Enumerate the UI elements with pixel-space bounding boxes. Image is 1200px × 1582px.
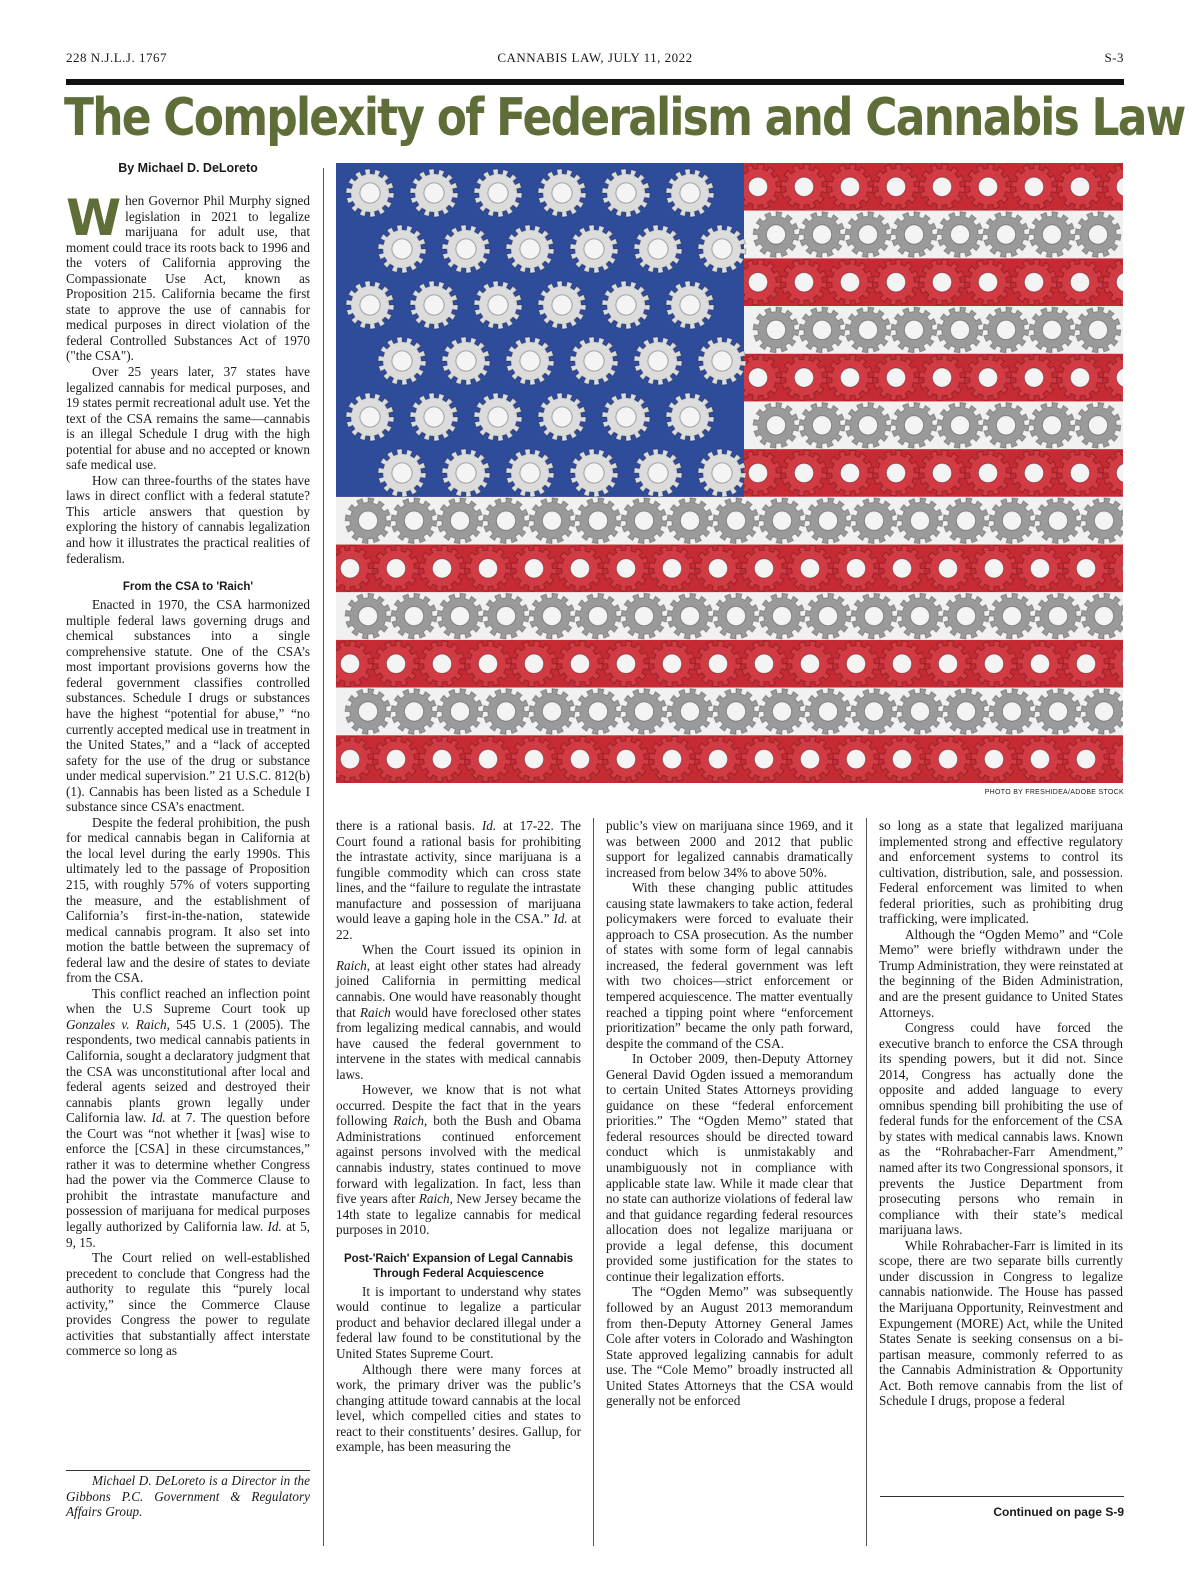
gear-icon bbox=[827, 259, 873, 305]
gear-icon bbox=[919, 450, 965, 496]
gear-icon bbox=[1011, 164, 1057, 210]
gear-icon bbox=[1057, 259, 1103, 305]
gear-icon bbox=[557, 736, 603, 782]
gear-icon bbox=[827, 450, 873, 496]
gear-icon bbox=[529, 689, 575, 735]
gear-icon bbox=[1075, 402, 1121, 448]
gear-icon bbox=[1035, 593, 1081, 639]
page-number: S-3 bbox=[1104, 50, 1124, 65]
gear-icon bbox=[897, 498, 943, 544]
paragraph: public’s view on marijuana since 1969, and it was between 2000 and 2012 that public support for legalized cannabis dramatically increased from below 34% to above 50%. bbox=[606, 818, 853, 880]
article-column-3 bbox=[606, 818, 853, 1409]
gear-icon bbox=[575, 689, 621, 735]
gear-icon bbox=[373, 641, 419, 687]
gear-icon bbox=[621, 593, 667, 639]
gear-icon bbox=[1057, 450, 1103, 496]
gear-icon bbox=[919, 164, 965, 210]
gear-icon bbox=[1057, 355, 1103, 401]
gear-icon bbox=[345, 593, 391, 639]
gear-icon bbox=[741, 641, 787, 687]
gear-icon bbox=[943, 593, 989, 639]
gear-icon bbox=[989, 498, 1035, 544]
gear-icon bbox=[937, 212, 983, 258]
continued-link[interactable]: Continued on page S-9 bbox=[880, 1496, 1124, 1519]
gear-icon bbox=[891, 212, 937, 258]
gear-icon bbox=[845, 212, 891, 258]
gear-icon bbox=[799, 307, 845, 353]
paragraph: there is a rational basis. Id. at 17-22. The Court found a rational basis for prohibiting the intrastate activity, since marijuana is a fungible commodity which can cross state lines, and the “failure to regulate the intrastate manufacture and possession of marijuana would leave a gaping hole in the CSA.” Id. at 22. bbox=[336, 818, 581, 942]
gear-icon bbox=[759, 593, 805, 639]
gear-icon bbox=[965, 355, 1011, 401]
gear-icon bbox=[891, 307, 937, 353]
gear-icon bbox=[891, 402, 937, 448]
paragraph: The Court relied on well-established precedent to conclude that Congress had the authority to regulate this “purely local activity,” since the Commerce Clause provides Congress the power to regulate activities that substantially affect interstate commerce so long as bbox=[66, 1250, 310, 1359]
gear-icon bbox=[465, 546, 511, 592]
section-date: CANNABIS LAW, JULY 11, 2022 bbox=[497, 50, 693, 65]
gear-icon bbox=[511, 546, 557, 592]
gear-icon bbox=[1063, 641, 1109, 687]
gear-icon bbox=[1075, 307, 1121, 353]
gear-icon bbox=[1035, 689, 1081, 735]
gear-flag-image bbox=[336, 163, 1123, 783]
paragraph: Over 25 years later, 37 states have legalized cannabis for medical purposes, and 19 states permit recreational adult use. Yet the text of the CSA remains the same—cannabis is an illegal Schedule I drug with the high potential for abuse and no accepted or known safe medical use. bbox=[66, 364, 310, 473]
gear-icon bbox=[695, 736, 741, 782]
gear-icon bbox=[345, 498, 391, 544]
gear-icon bbox=[965, 164, 1011, 210]
gear-icon bbox=[965, 259, 1011, 305]
paragraph: When the Court issued its opinion in Raich, at least eight other states had already joined California in permitting medical cannabis. One would have reasonably thought that Raich would have foreclosed other states from legalizing medical cannabis, and would have caused the federal government to intervene in the states with medical cannabis laws. bbox=[336, 942, 581, 1082]
gear-icon bbox=[465, 736, 511, 782]
flag-illustration bbox=[336, 163, 1123, 783]
article-headline: The Complexity of Federalism and Cannabis Law bbox=[64, 88, 1185, 149]
gear-icon bbox=[603, 546, 649, 592]
gear-icon bbox=[845, 402, 891, 448]
column-divider bbox=[323, 168, 324, 1546]
gear-icon bbox=[667, 498, 713, 544]
gear-icon bbox=[879, 641, 925, 687]
gear-icon bbox=[373, 736, 419, 782]
gear-icon bbox=[1075, 212, 1121, 258]
gear-icon bbox=[603, 736, 649, 782]
paragraph: How can three-fourths of the states have laws in direct conflict with a federal statute? This article answers that question by exploring the history of cannabis legalization and how it illustrates the practical realities of federalism. bbox=[66, 472, 310, 566]
paragraph: In October 2009, then-Deputy Attorney General David Ogden issued a memorandum to certain United States Attorneys providing guidance on these “federal enforcement priorities.” The “Ogden Memo” stated that federal resources should be directed toward conduct which is unmistakably and unambiguously not in compliance with applicable state law. While it made clear that no state can authorize violations of federal law and that guidance regarding federal resources allocation does not legalize marijuana or provide a legal defense, this document provided some justification for the states to continue their legalization efforts. bbox=[606, 1051, 853, 1284]
column-divider bbox=[593, 818, 594, 1546]
gear-icon bbox=[983, 402, 1029, 448]
gear-icon bbox=[879, 546, 925, 592]
gear-icon bbox=[713, 498, 759, 544]
gear-icon bbox=[753, 307, 799, 353]
photo-credit: PHOTO BY FRESHIDEA/ADOBE STOCK bbox=[984, 789, 1124, 796]
gear-icon bbox=[845, 307, 891, 353]
gear-icon bbox=[1057, 164, 1103, 210]
gear-icon bbox=[511, 641, 557, 687]
paragraph: Although the “Ogden Memo” and “Cole Memo” were briefly withdrawn under the Trump Administration, they were reinstated at the beginning of the Biden Administration, and are the present guidance to United States Attorneys. bbox=[879, 926, 1123, 1020]
gear-icon bbox=[437, 498, 483, 544]
gear-icon bbox=[937, 402, 983, 448]
gear-icon bbox=[827, 355, 873, 401]
gear-icon bbox=[419, 641, 465, 687]
gear-icon bbox=[925, 736, 971, 782]
gear-icon bbox=[621, 689, 667, 735]
author-note: Michael D. DeLoreto is a Director in the Gibbons P.C. Government & Regulatory Affairs Group. bbox=[66, 1470, 310, 1520]
gear-icon bbox=[787, 641, 833, 687]
gear-icon bbox=[873, 164, 919, 210]
gear-icon bbox=[557, 641, 603, 687]
gear-icon bbox=[741, 546, 787, 592]
paragraph: so long as a state that legalized marijuana implemented strong and effective regulatory and enforcement systems to control its cultivation, distribution, sale, and possession. Federal enforcement was limited to when federal priorities, such as prohibiting drug trafficking, were implicated. bbox=[879, 818, 1123, 927]
gear-icon bbox=[419, 736, 465, 782]
gear-icon bbox=[879, 736, 925, 782]
gear-icon bbox=[391, 689, 437, 735]
paragraph: This conflict reached an inflection point when the U.S Supreme Court took up Gonzales v. Raich, 545 U.S. 1 (2005). The respondents, two medical cannabis patients in California, sought a declaratory judgment that the CSA was unconstitutional after local and federal agents seized and destroyed their cannabis plants grown legally under California law. Id. at 7. The question before the Court was “not whether it [was] wise to enforce the [CSA] in these circumstances,” rather it was to determine whether Congress had the power via the Commerce Clause to prohibit the intrastate manufacture and possession of marijuana for medical purposes legally authorized by California law. Id. at 5, 9, 15. bbox=[66, 985, 310, 1250]
gear-icon bbox=[799, 212, 845, 258]
gear-icon bbox=[851, 689, 897, 735]
gear-icon bbox=[603, 641, 649, 687]
gear-icon bbox=[1017, 736, 1063, 782]
gear-icon bbox=[345, 689, 391, 735]
gear-icon bbox=[873, 259, 919, 305]
gear-icon bbox=[943, 689, 989, 735]
gear-icon bbox=[713, 593, 759, 639]
gear-icon bbox=[437, 689, 483, 735]
gear-icon bbox=[529, 498, 575, 544]
gear-icon bbox=[919, 259, 965, 305]
gear-icon bbox=[483, 689, 529, 735]
gear-icon bbox=[1011, 355, 1057, 401]
gear-icon bbox=[805, 498, 851, 544]
subhead: From the CSA to 'Raich' bbox=[122, 581, 254, 594]
gear-icon bbox=[805, 593, 851, 639]
gear-icon bbox=[937, 307, 983, 353]
gear-icon bbox=[465, 641, 511, 687]
gear-icon bbox=[781, 355, 827, 401]
gear-icon bbox=[787, 736, 833, 782]
paragraph: With these changing public attitudes causing state lawmakers to take action, federal policymakers were forced to evaluate their approach to CSA prosecution. As the number of states with some form of legal cannabis increased, the federal government was left with two choices—strict enforcement or tempered acquiescence. The matter eventually reached a tipping point where “enforcement prioritization” became the only path forward, despite the command of the CSA. bbox=[606, 880, 853, 1051]
gear-icon bbox=[971, 546, 1017, 592]
gear-icon bbox=[1063, 736, 1109, 782]
gear-icon bbox=[787, 546, 833, 592]
gear-icon bbox=[989, 593, 1035, 639]
gear-icon bbox=[873, 450, 919, 496]
gear-icon bbox=[1035, 498, 1081, 544]
gear-icon bbox=[391, 593, 437, 639]
gear-icon bbox=[805, 689, 851, 735]
gear-icon bbox=[989, 689, 1035, 735]
gear-icon bbox=[483, 593, 529, 639]
gear-icon bbox=[649, 641, 695, 687]
gear-icon bbox=[575, 593, 621, 639]
gear-icon bbox=[695, 546, 741, 592]
running-head bbox=[66, 50, 1124, 66]
gear-icon bbox=[1011, 450, 1057, 496]
gear-icon bbox=[621, 498, 667, 544]
subhead: Post-'Raich' Expansion of Legal Cannabis Through Federal Acquiescence bbox=[343, 1252, 574, 1280]
paragraph: When Governor Phil Murphy signed legislation in 2021 to legalize marijuana for adult use, that moment could trace its roots back to 1996 and the voters of California approving the Compassionate Use Act, known as Proposition 215. California became the first state to approve the use of cannabis for medical purposes in direct violation of the federal Controlled Substances Act of 1970 ("the CSA"). bbox=[66, 189, 310, 364]
drop-cap: W bbox=[66, 189, 122, 247]
gear-icon bbox=[741, 736, 787, 782]
gear-icon bbox=[873, 355, 919, 401]
gear-icon bbox=[759, 689, 805, 735]
gear-icon bbox=[1017, 546, 1063, 592]
gear-icon bbox=[437, 593, 483, 639]
journal-citation: 228 N.J.L.J. 1767 bbox=[66, 50, 167, 65]
gear-icon bbox=[943, 498, 989, 544]
gear-icon bbox=[667, 593, 713, 639]
gear-icon bbox=[713, 689, 759, 735]
gear-icon bbox=[667, 689, 713, 735]
paragraph: Enacted in 1970, the CSA harmonized multiple federal laws governing drugs and chemical substances into a single comprehensive statute. One of the CSA’s most important provisions governs how the federal government classifies controlled substances. Schedule I drugs or substances have the highest “potential for abuse,” “no currently accepted medical use in treatment in the United States,” and a “lack of accepted safety for the use of the drug or substance under medical supervision.” 21 U.S.C. 812(b)(1). Cannabis has been listed as a Schedule I substance since CSA’s enactment. bbox=[66, 597, 310, 815]
gear-icon bbox=[1017, 641, 1063, 687]
gear-icon bbox=[753, 212, 799, 258]
gear-icon bbox=[827, 164, 873, 210]
gear-icon bbox=[483, 498, 529, 544]
gear-icon bbox=[833, 641, 879, 687]
paragraph: While Rohrabacher-Farr is limited in its scope, there are two separate bills currently under discussion in Congress to legalize cannabis nationwide. The House has passed the Marijuana Opportunity, Reinvestment and Expungement (MORE) Act, while the United States Senate is seeking consensus on a bi-partisan measure, commonly referred to as the Cannabis Administration & Opportunity Act. Both remove cannabis from the list of Schedule I drugs, propose a federal bbox=[879, 1237, 1123, 1409]
gear-icon bbox=[971, 736, 1017, 782]
gear-icon bbox=[919, 355, 965, 401]
article-column-1 bbox=[66, 189, 310, 1359]
gear-icon bbox=[1063, 546, 1109, 592]
gear-icon bbox=[925, 641, 971, 687]
gear-icon bbox=[897, 689, 943, 735]
paragraph: Congress could have forced the executive branch to enforce the CSA through its spending powers, but it did not. Since 2014, Congress has actually done the opposite and added language to every omnibus spending bill prohibiting the use of federal funds for the enforcement of the CSA by states with medical cannabis laws. Known as the “Rohrabacher-Farr Amendment,” named after its two Congressional sponsors, it prevents the Justice Department from prosecuting persons who remain in compliance with their state’s medical marijuana laws. bbox=[879, 1020, 1123, 1238]
paragraph: Although there were many forces at work, the primary driver was the public’s changing attitude toward cannabis at the local level, which compelled cities and states to react to their constituents’ desires. Gallup, for example, has been measuring the bbox=[336, 1361, 581, 1455]
article-column-4 bbox=[879, 818, 1123, 1409]
gear-icon bbox=[833, 736, 879, 782]
gear-icon bbox=[1029, 402, 1075, 448]
gear-icon bbox=[695, 641, 741, 687]
gear-icon bbox=[649, 736, 695, 782]
gear-icon bbox=[529, 593, 575, 639]
gear-icon bbox=[965, 450, 1011, 496]
gear-icon bbox=[373, 546, 419, 592]
paragraph: However, we know that is not what occurred. Despite the fact that in the years following Raich, both the Bush and Obama Administrations continued enforcement against persons involved with the medical cannabis industry, states continued to move forward with legalization. In fact, less than five years after Raich, New Jersey became the 14th state to legalize cannabis for medical purposes in 2010. bbox=[336, 1082, 581, 1238]
gear-icon bbox=[851, 593, 897, 639]
gear-icon bbox=[575, 498, 621, 544]
gear-icon bbox=[753, 402, 799, 448]
gear-icon bbox=[557, 546, 603, 592]
column-divider bbox=[866, 818, 867, 1546]
gear-icon bbox=[649, 546, 695, 592]
gear-icon bbox=[799, 402, 845, 448]
paragraph: The “Ogden Memo” was subsequently followed by an August 2013 memorandum from then-Deputy Attorney General James Cole after voters in Colorado and Washington State approved legalizing cannabis for adult use. The “Cole Memo” broadly instructed all United States Attorneys that the CSA would generally not be enforced bbox=[606, 1284, 853, 1409]
article-column-2 bbox=[336, 818, 581, 1455]
gear-icon bbox=[1011, 259, 1057, 305]
gear-icon bbox=[511, 736, 557, 782]
paragraph: It is important to understand why states would continue to legalize a particular product and behavior declared illegal under a federal law found to be constitutional by the United States Supreme Court. bbox=[336, 1283, 581, 1361]
gear-icon bbox=[851, 498, 897, 544]
byline: By Michael D. DeLoreto bbox=[118, 161, 258, 175]
gear-icon bbox=[419, 546, 465, 592]
gear-icon bbox=[759, 498, 805, 544]
gear-icon bbox=[781, 259, 827, 305]
gear-icon bbox=[983, 307, 1029, 353]
gear-icon bbox=[971, 641, 1017, 687]
gear-icon bbox=[391, 498, 437, 544]
gear-icon bbox=[833, 546, 879, 592]
gear-icon bbox=[1029, 307, 1075, 353]
gear-icon bbox=[925, 546, 971, 592]
gear-icon bbox=[781, 450, 827, 496]
gear-icon bbox=[983, 212, 1029, 258]
gear-icon bbox=[781, 164, 827, 210]
gear-icon bbox=[1029, 212, 1075, 258]
paragraph: Despite the federal prohibition, the push for medical cannabis began in California at the local level during the early 1990s. This ultimately led to the passage of Proposition 215, with roughly 57% of voters supporting the measure, and the establishment of California’s first-in-the-nation, statewide medical cannabis program. It also set into motion the battle between the supremacy of federal law and the desire of states to deviate from the CSA. bbox=[66, 814, 310, 986]
gear-icon bbox=[897, 593, 943, 639]
header-rule bbox=[66, 79, 1124, 85]
